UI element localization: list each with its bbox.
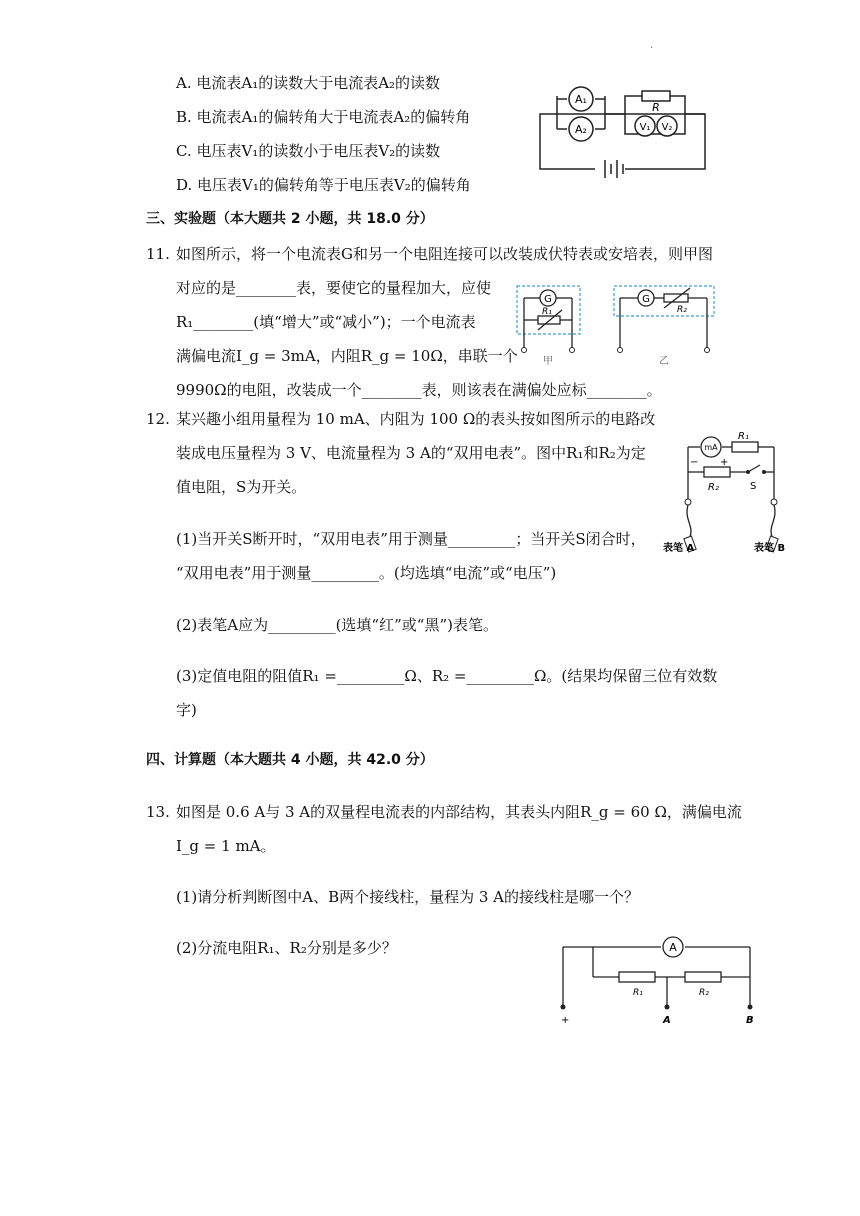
pen-a-label: 表笔 A bbox=[663, 543, 695, 554]
q12-sub1-line-2: “双用电表”用于测量_________。(均选填“电流”或“电压”) bbox=[176, 564, 557, 582]
page-dot: . bbox=[650, 40, 654, 51]
galvanometer-label-yi: G bbox=[642, 294, 650, 305]
ammeter-a1-label: A₁ bbox=[575, 93, 587, 106]
r2-label: R₂ bbox=[677, 305, 687, 315]
q12-line-2: 装成电压量程为 3 V、电流量程为 3 A的“双用电表”。图中R₁和R₂为定 bbox=[176, 444, 646, 462]
option-c: C. 电压表V₁的读数小于电压表V₂的读数 bbox=[176, 142, 441, 160]
q12-number: 12. bbox=[146, 410, 170, 428]
terminal-b-label: B bbox=[746, 1015, 754, 1026]
ammeter-label: A bbox=[669, 941, 677, 954]
q12-line-3: 值电阻，S为开关。 bbox=[176, 478, 307, 496]
r2-label: R₂ bbox=[699, 988, 709, 998]
q12-sub1-line-1: (1)当开关S断开时，“双用电表”用于测量_________；当开关S闭合时， bbox=[176, 530, 646, 548]
q13-line-1: 如图是 0.6 A与 3 A的双量程电流表的内部结构，其表头内阻R_g = 60 Ω，满偏电流 bbox=[176, 803, 742, 821]
resistor-r-label: R bbox=[652, 101, 660, 114]
q11-line-4: 满偏电流I_g = 3mA，内阻R_g = 10Ω，串联一个 bbox=[176, 347, 518, 365]
q12-sub3-line-2: 字) bbox=[176, 701, 197, 719]
section-3-title: 三、实验题（本大题共 2 小题，共 18.0 分） bbox=[146, 211, 434, 227]
q13-line-2: I_g = 1 mA。 bbox=[176, 837, 276, 855]
section-4-title: 四、计算题（本大题共 4 小题，共 42.0 分） bbox=[146, 752, 434, 768]
r1-label: R₁ bbox=[738, 431, 749, 442]
voltmeter-v1-label: V₁ bbox=[639, 122, 651, 133]
plus-label: + bbox=[720, 457, 729, 468]
r1-label: R₁ bbox=[633, 988, 643, 998]
galvanometer-label-jia: G bbox=[544, 294, 552, 305]
q12-circuit-figure bbox=[660, 425, 800, 560]
r2-label: R₂ bbox=[708, 482, 719, 493]
q13-sub2: (2)分流电阻R₁、R₂分别是多少？ bbox=[176, 939, 397, 957]
option-a: A. 电流表A₁的读数大于电流表A₂的读数 bbox=[176, 74, 441, 92]
figure-yi-label: 乙 bbox=[659, 356, 669, 367]
option-d: D. 电压表V₁的偏转角等于电压表V₂的偏转角 bbox=[176, 176, 471, 194]
plus-terminal-label: + bbox=[561, 1015, 570, 1026]
option-b: B. 电流表A₁的偏转角大于电流表A₂的偏转角 bbox=[176, 108, 471, 126]
q13-sub1: (1)请分析判断图中A、B两个接线柱，量程为 3 A的接线柱是哪一个？ bbox=[176, 888, 640, 906]
q11-line-1: 如图所示，将一个电流表G和另一个电阻连接可以改装成伏特表或安培表，则甲图 bbox=[176, 245, 713, 263]
q11-line-5: 9990Ω的电阻，改装成一个________表，则该表在满偏处应标________。 bbox=[176, 381, 662, 399]
q10-circuit-figure bbox=[535, 84, 715, 179]
ammeter-a2-label: A₂ bbox=[575, 123, 587, 136]
q13-number: 13. bbox=[146, 803, 170, 821]
voltmeter-v2-label: V₂ bbox=[661, 122, 673, 133]
r1-label: R₁ bbox=[542, 307, 552, 317]
minus-label: − bbox=[690, 457, 699, 468]
q12-sub2: (2)表笔A应为_________(选填“红”或“黑”)表笔。 bbox=[176, 616, 498, 634]
q11-line-3: R₁________(填“增大”或“减小”)；一个电流表 bbox=[176, 313, 476, 331]
figure-jia-label: 甲 bbox=[543, 356, 553, 367]
q11-line-2: 对应的是________表，要使它的量程加大，应使 bbox=[176, 279, 492, 297]
q11-circuit-figure bbox=[512, 280, 722, 370]
q11-number: 11. bbox=[146, 245, 170, 263]
milliammeter-label: mA bbox=[704, 443, 718, 452]
q12-line-1: 某兴趣小组用量程为 10 mA、内阻为 100 Ω的表头按如图所示的电路改 bbox=[176, 410, 656, 428]
q13-circuit-figure bbox=[555, 935, 765, 1027]
switch-s-label: S bbox=[750, 481, 757, 492]
q12-sub3-line-1: (3)定值电阻的阻值R₁ =_________Ω、R₂ =_________Ω。(结果均保留三位有效数 bbox=[176, 667, 718, 685]
pen-b-label: 表笔 B bbox=[754, 543, 786, 554]
terminal-a-label: A bbox=[663, 1015, 671, 1026]
